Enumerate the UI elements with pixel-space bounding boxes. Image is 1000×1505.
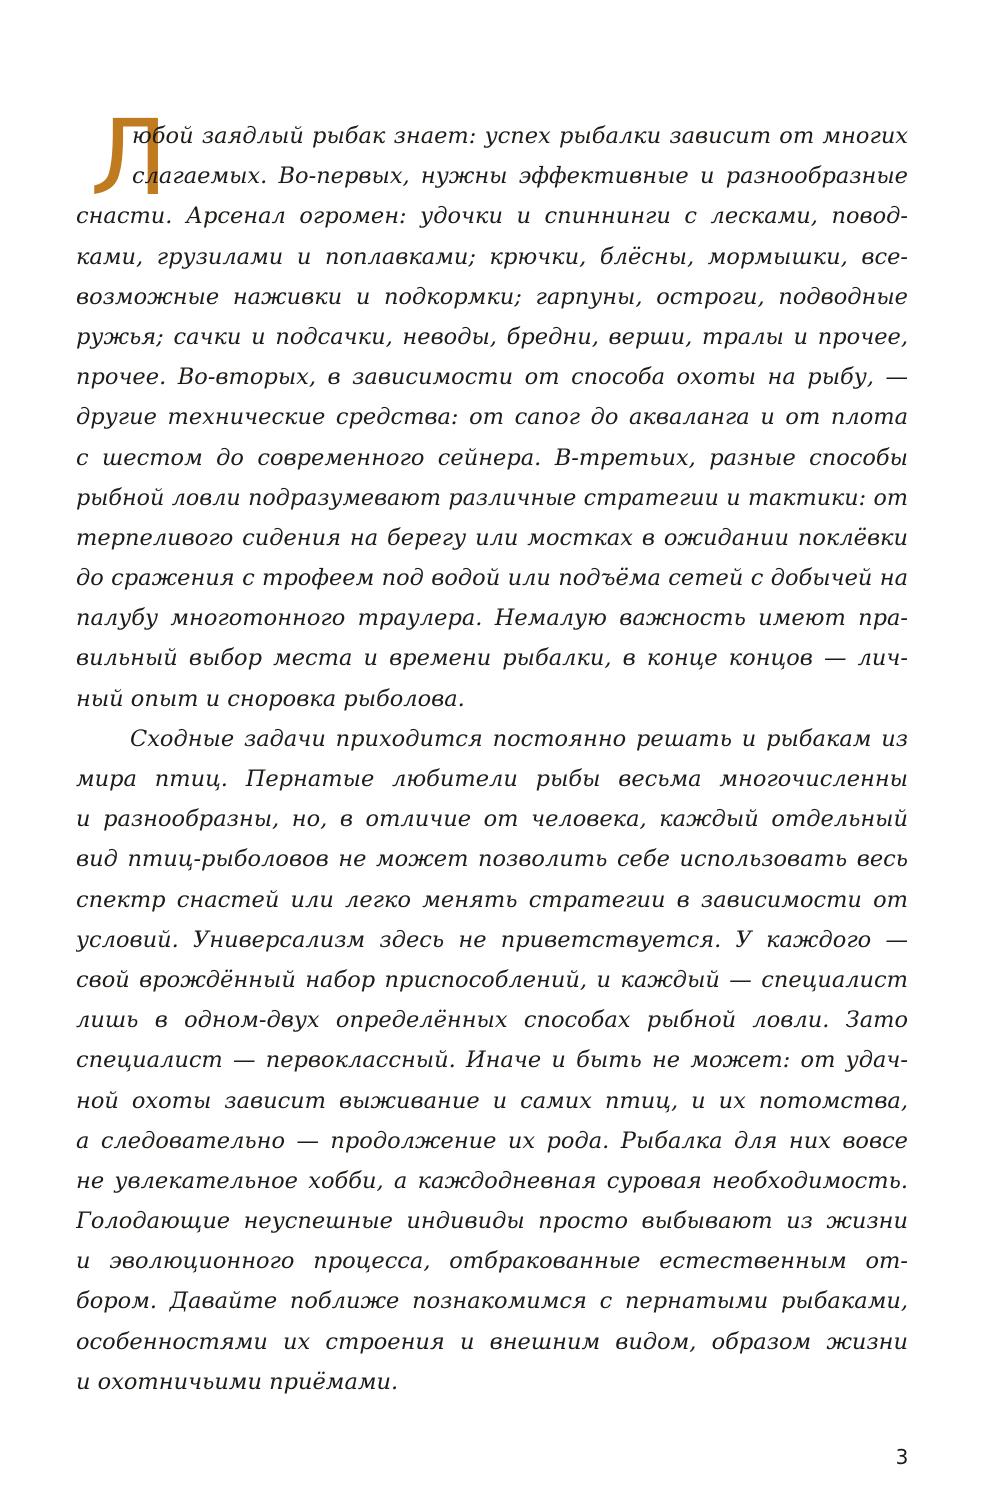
text-line: слагаемых. Во-первых, нужны эффективные и разнообразные <box>132 163 908 190</box>
text-line: до сражения с трофеем под водой или подъёма сетей с добычей на <box>76 565 908 592</box>
text-line: ками, грузилами и поплавками; крючки, блёсны, мормышки, все- <box>76 243 908 270</box>
text-line: лишь в одном-двух определённых способах рыбной ловли. Зато <box>76 1007 908 1034</box>
text-line: вильный выбор места и времени рыбалки, в конце концов — лич- <box>76 645 908 672</box>
text-line: и эволюционного процесса, отбракованные естественным от- <box>76 1248 908 1275</box>
text-line: ружья; сачки и подсачки, неводы, бредни, верши, тралы и прочее, <box>76 323 908 350</box>
body-text <box>76 116 908 1402</box>
text-line: ный опыт и сноровка рыболова. <box>76 685 465 712</box>
text-line: вид птиц-рыболовов не может позволить себе использовать весь <box>76 846 908 873</box>
text-line: Сходные задачи приходится постоянно решать и рыбакам из <box>130 725 908 752</box>
text-line: Голодающие неуспешные индивиды просто выбывают из жизни <box>76 1208 908 1235</box>
text-line: терпеливого сидения на берегу или мостках в ожидании поклёвки <box>76 524 908 551</box>
text-line: и охотничьими приёмами. <box>76 1368 399 1395</box>
text-line: мира птиц. Пернатые любители рыбы весьма многочисленны <box>76 766 908 792</box>
text-line: юбой заядлый рыбак знает: успех рыбалки зависит от многих <box>132 123 908 149</box>
text-line: снасти. Арсенал огромен: удочки и спиннинги с лесками, повод- <box>76 203 908 230</box>
text-line: бором. Давайте поближе познакомимся с пернатыми рыбаками, <box>76 1288 908 1315</box>
drop-cap-letter: Л <box>90 97 169 219</box>
text-line: ной охоты зависит выживание и самих птиц, и их потомства, <box>76 1087 908 1114</box>
text-line: не увлекательное хобби, а каждодневная суровая необходимость. <box>76 1167 908 1194</box>
paragraph-1 <box>76 116 908 719</box>
paragraph-2 <box>76 719 908 1402</box>
text-line: особенностями их строения и внешним видом, образом жизни <box>76 1328 908 1355</box>
text-line: палубу многотонного траулера. Немалую важность имеют пра- <box>76 605 908 632</box>
text-line: условий. Универсализм здесь не приветствуется. У каждого — <box>76 926 908 953</box>
text-line: свой врождённый набор приспособлений, и каждый — специалист <box>76 966 908 993</box>
text-line: возможные наживки и подкормки; гарпуны, остроги, подводные <box>76 283 908 310</box>
text-line: и разнообразны, но, в отличие от человека, каждый отдельный <box>76 806 908 833</box>
text-line: спектр снастей или легко менять стратегии в зависимости от <box>76 886 908 913</box>
text-line: с шестом до современного сейнера. В-третьих, разные способы <box>76 444 908 471</box>
page-number: 3 <box>895 1445 909 1469</box>
text-line: другие технические средства: от сапог до акваланга и от плота <box>76 404 908 431</box>
text-line: прочее. Во-вторых, в зависимости от способа охоты на рыбу, — <box>76 364 908 391</box>
text-line: а следовательно — продолжение их рода. Рыбалка для них вовсе <box>76 1127 908 1154</box>
text-line: специалист — первоклассный. Иначе и быть не может: от удач- <box>76 1047 908 1074</box>
text-line: рыбной ловли подразумевают различные стратегии и тактики: от <box>76 484 908 511</box>
